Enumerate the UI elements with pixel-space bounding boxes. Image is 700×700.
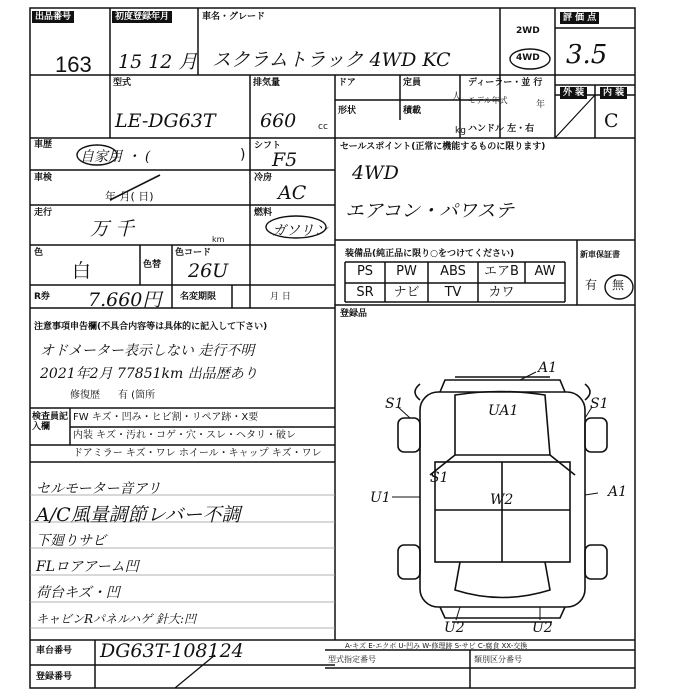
reg-number-label: 登録番号 bbox=[36, 672, 73, 682]
shape-label: 形状 bbox=[338, 106, 357, 116]
diagram-mark-ua1: UA1 bbox=[488, 403, 519, 419]
equip-pw: PW bbox=[396, 264, 417, 279]
diagram-mark-s1-right: S1 bbox=[590, 396, 609, 412]
diagram-mark-a1-top: A1 bbox=[538, 360, 558, 376]
displacement-unit: cc bbox=[318, 122, 328, 132]
equip-ps: PS bbox=[356, 264, 374, 279]
chassis-value: DG63T-108124 bbox=[100, 640, 244, 662]
inspector-label: 検査員記入欄 bbox=[32, 412, 69, 432]
model-label: 型式 bbox=[113, 78, 132, 88]
score-value: 3.5 bbox=[566, 40, 608, 70]
interior-label: 内 装 bbox=[600, 87, 627, 99]
diagram-mark-s1-left: S1 bbox=[385, 396, 404, 412]
interior-value: C bbox=[604, 110, 619, 132]
repair-value: 有 (箇所 bbox=[118, 390, 156, 401]
lot-number: 163 bbox=[55, 52, 92, 77]
equip-leather: カワ bbox=[488, 285, 515, 300]
dealer-label: ディーラー・並 行 bbox=[468, 78, 543, 88]
first-registration-label: 初度登録年月 bbox=[112, 11, 172, 23]
name-change-value: 月 日 bbox=[270, 292, 291, 302]
inspector-note-2: A/C風量調節レバー不調 bbox=[36, 504, 241, 526]
equip-sr: SR bbox=[356, 285, 374, 300]
notes-line-2: 2021年2月 77851km 出品歴あり bbox=[40, 366, 258, 382]
use-value: 自家用 ・ ( bbox=[80, 149, 151, 165]
sales-points-label: セールスポイント(正常に機能するものに限ります) bbox=[340, 142, 546, 152]
use-close: ) bbox=[240, 147, 246, 163]
color-change-label: 色替 bbox=[143, 260, 162, 270]
drive-2wd: 2WD bbox=[516, 26, 540, 36]
lot-number-label: 出品番号 bbox=[32, 11, 74, 23]
repair-label: 修復歴 bbox=[70, 390, 100, 401]
model-year-unit: 年 bbox=[536, 100, 546, 110]
equip-airbag: エアB bbox=[484, 264, 519, 279]
fuel-label: 燃料 bbox=[254, 208, 273, 218]
equip-tv: TV bbox=[444, 285, 462, 300]
use-label: 車歴 bbox=[34, 140, 53, 150]
diagram-mark-a1-right: A1 bbox=[608, 484, 628, 500]
diagram-mark-s1-bed: S1 bbox=[430, 470, 449, 486]
exterior-label: 外 装 bbox=[560, 87, 587, 99]
door-label: ドア bbox=[338, 78, 356, 88]
capacity-label: 定員 bbox=[403, 78, 422, 88]
certificate-value: 7.660円 bbox=[88, 289, 162, 311]
inspector-note-5: 荷台キズ・凹 bbox=[36, 585, 120, 601]
sales-point-1: 4WD bbox=[352, 162, 399, 184]
first-registration-value: 15 12 月 bbox=[118, 51, 198, 73]
equip-abs: ABS bbox=[440, 264, 466, 279]
car-name-label: 車名・グレード bbox=[202, 12, 266, 22]
score-label: 評 価 点 bbox=[560, 12, 599, 24]
mileage-label: 走行 bbox=[34, 208, 53, 218]
ac-value: AC bbox=[278, 182, 307, 204]
color-code-label: 色コード bbox=[175, 248, 212, 258]
equip-navi: ナビ bbox=[393, 285, 420, 300]
ac-label: 冷房 bbox=[254, 173, 273, 183]
load-unit: kg bbox=[455, 126, 466, 136]
certificate-label: R券 bbox=[34, 292, 50, 302]
mileage-value: 万 千 bbox=[90, 218, 135, 240]
equip-aw: AW bbox=[534, 264, 556, 279]
shift-label: シフト bbox=[254, 141, 282, 151]
chassis-label: 車台番号 bbox=[36, 646, 73, 656]
registration-label: 登録品 bbox=[340, 309, 368, 319]
sales-point-2: エアコン・パワステ bbox=[345, 200, 515, 222]
shift-value: F5 bbox=[272, 149, 298, 171]
inspector-note-4: FLロアアーム凹 bbox=[36, 559, 139, 575]
diagram-mark-u1: U1 bbox=[370, 490, 391, 506]
mileage-unit: km bbox=[212, 235, 225, 244]
inspector-row-2: 内装 キズ・汚れ・コゲ・穴・スレ・ヘタリ・破レ bbox=[73, 430, 296, 441]
inspector-note-1: セルモーター音アリ bbox=[36, 481, 161, 497]
model-value: LE-DG63T bbox=[115, 110, 216, 132]
diagram-mark-u2-left: U2 bbox=[444, 620, 465, 636]
inspector-row-1: FW キズ・凹み・ヒビ割・リペア跡・X要 bbox=[73, 412, 259, 423]
displacement-value: 660 bbox=[260, 110, 297, 132]
model-year-label: モデル年式 bbox=[468, 96, 508, 105]
warranty-label: 新車保証書 bbox=[580, 250, 620, 259]
inspector-row-3: ドアミラー キズ・ワレ ホイール・キャップ キズ・ワレ bbox=[73, 448, 322, 459]
car-name-value: スクラムトラック 4WD KC bbox=[212, 49, 451, 71]
diagram-mark-u2-right: U2 bbox=[532, 620, 553, 636]
handle-label: ハンドル 左・右 bbox=[468, 124, 535, 134]
inspection-value: 年 月( 日) bbox=[105, 190, 154, 203]
notes-line-1: オドメーター表示しない 走行不明 bbox=[40, 343, 255, 359]
diagram-legend: A-キズ E-エクボ U-凹み W-修理跡 S-サビ C-腐食 XX-交換 bbox=[345, 642, 528, 650]
color-value: 白 bbox=[72, 260, 92, 282]
drive-4wd: 4WD bbox=[516, 53, 540, 63]
inspection-label: 車検 bbox=[34, 173, 53, 183]
equipment-label: 装備品(純正品に限り○をつけてください) bbox=[345, 249, 515, 259]
diagram-mark-w2: W2 bbox=[490, 492, 514, 508]
inspector-note-3: 下廻りサビ bbox=[36, 533, 106, 549]
warranty-no: 無 bbox=[612, 278, 625, 292]
model-designation-label: 型式指定番号 bbox=[328, 655, 376, 664]
color-label: 色 bbox=[34, 248, 44, 258]
fuel-value: ガソリン bbox=[272, 223, 328, 239]
warranty-yes: 有 bbox=[585, 278, 598, 292]
inspector-note-6: キャビンRパネルハゲ 針大:凹 bbox=[36, 612, 197, 626]
color-code-value: 26U bbox=[188, 260, 229, 282]
category-label: 類別区分番号 bbox=[474, 655, 522, 664]
name-change-label: 名変期限 bbox=[180, 292, 217, 302]
load-label: 積載 bbox=[403, 106, 422, 116]
notes-label: 注意事項申告欄(不具合内容等は具体的に記入して下さい) bbox=[34, 322, 268, 332]
capacity-unit: 人 bbox=[452, 92, 462, 102]
displacement-label: 排気量 bbox=[253, 78, 281, 88]
